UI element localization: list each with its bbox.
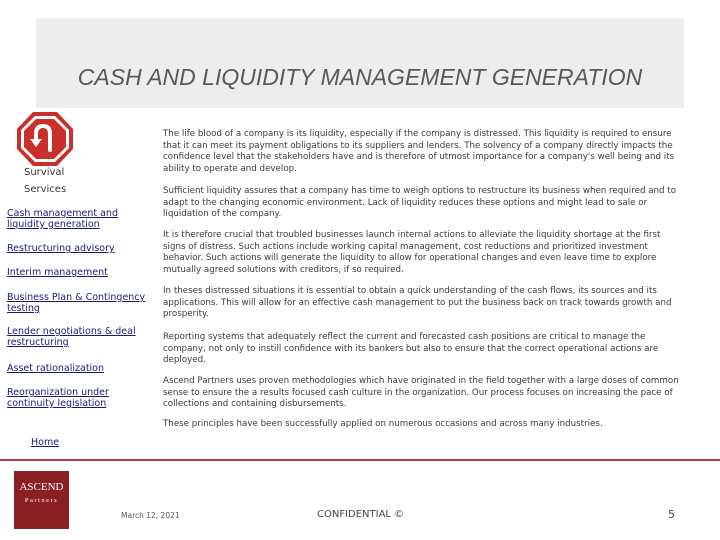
home-link[interactable]: Home (31, 437, 60, 448)
sidebar-link-asset-rationalization[interactable]: Asset rationalization (7, 363, 105, 374)
ascend-partners-logo (14, 471, 69, 529)
services-label: Services (24, 184, 67, 195)
page-number: 5 (668, 508, 675, 521)
logo-main-text: ASCEND (19, 481, 64, 493)
paragraph-reporting-systems: Reporting systems that adequately reflect the current and forecasted cash positions are critical to manage the company, not only to instill confidence with its bankers but also to ensure that the correct operational actions are deployed. (163, 332, 659, 366)
sidebar-link-interim-management[interactable]: Interim management (7, 267, 108, 278)
sidebar-link-cash-management[interactable]: Cash management and liquidity generation (7, 208, 118, 230)
logo-sub-text: Partners (24, 497, 59, 504)
page-title: CASH AND LIQUIDITY MANAGEMENT GENERATION (77, 64, 643, 90)
title-banner (36, 18, 684, 108)
sidebar-link-business-plan[interactable]: Business Plan & Contingency testing (7, 292, 146, 314)
sidebar-link-lender-negotiations[interactable]: Lender negotiations & deal restructuring (7, 326, 136, 348)
paragraph-ascend-methodologies: Ascend Partners uses proven methodologies which have originated in the field together with a large doses of common sense to ensure the a results focused cash culture in the organization. Our process focuses on increasing the pace of collections and containing disbursements. (163, 376, 679, 410)
footer-date: March 12, 2021 (121, 511, 180, 520)
footer-divider (0, 459, 720, 461)
footer-confidential: CONFIDENTIAL © (317, 509, 405, 520)
paragraph-internal-actions: It is therefore crucial that troubled businesses launch internal actions to alleviate the liquidity shortage at the first signs of distress. Such actions include working capital management, cost reductions and prioritized investment behavior. Such actions will generate the liquidity to allow for operational changes and even leave time to explore mutually agreed solutions with creditors, if so required. (163, 230, 661, 275)
paragraph-sufficient-liquidity: Sufficient liquidity assures that a company has time to weigh options to restructure its business when required and to adapt to the changing economic environment. Lack of liquidity reduces these options and might lead to sale or liquidation of the company. (163, 186, 677, 220)
paragraph-principles: These principles have been successfully applied on numerous occasions and across many industries. (163, 419, 603, 429)
paragraph-cash-flows: In theses distressed situations it is essential to obtain a quick understanding of the cash flows, its sources and its applications. This will allow for an effective cash management to put the business back on track towards growth and prosperity. (163, 286, 672, 320)
survival-label: Survival (24, 167, 65, 178)
u-turn-arrow-icon (17, 112, 73, 166)
sidebar-link-reorganization[interactable]: Reorganization under continuity legislation (7, 387, 109, 409)
sidebar-link-restructuring-advisory[interactable]: Restructuring advisory (7, 243, 115, 254)
paragraph-liquidity-lifeblood: The life blood of a company is its liquidity, especially if the company is distressed. This liquidity is required to ensure that it can meet its payment obligations to its suppliers and lenders. The solvency of a company directly impacts the confidence level that the stakeholders have and is therefore of utmost importance for a company's well being and its ability to operate and develop. (163, 129, 675, 174)
